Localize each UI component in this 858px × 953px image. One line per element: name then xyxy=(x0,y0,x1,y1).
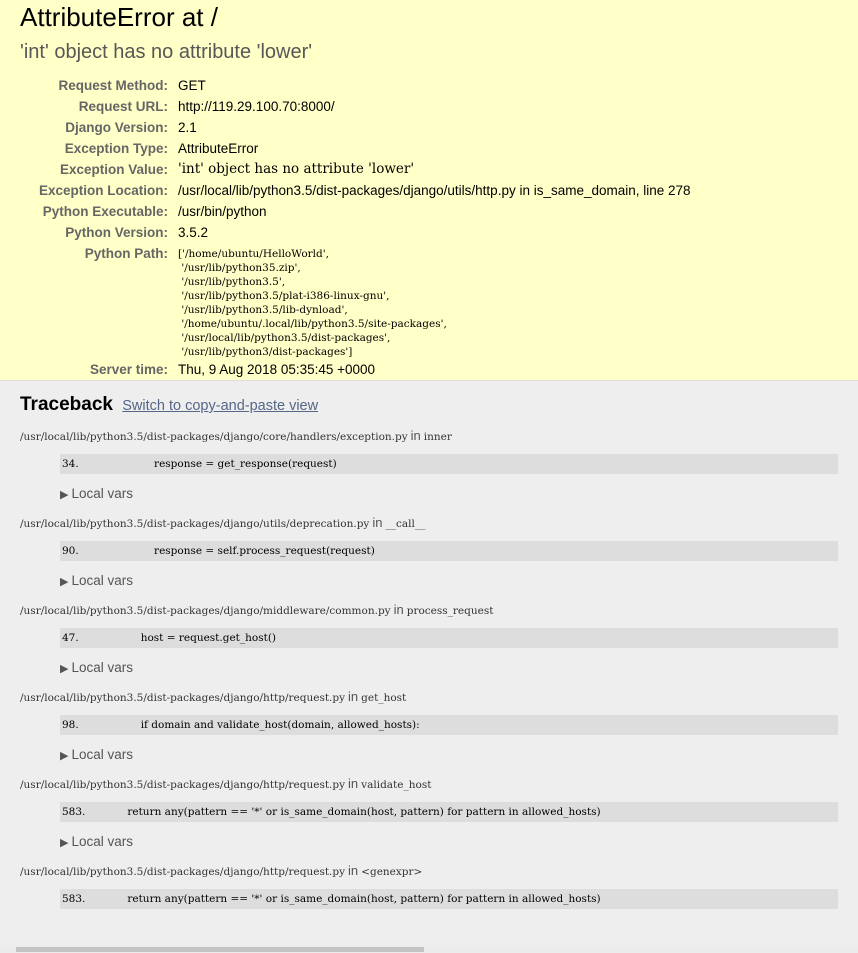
frame-in-word: in xyxy=(348,689,359,704)
meta-value: /usr/bin/python xyxy=(178,204,267,219)
code-line: host = request.get_host() xyxy=(114,632,277,644)
python-path-entry: '/usr/lib/python3.5/lib-dynload', xyxy=(178,304,348,316)
meta-row xyxy=(20,222,691,243)
frame-function: process_request xyxy=(406,605,494,617)
line-number: 47. xyxy=(62,632,79,644)
traceback-section xyxy=(0,381,858,909)
code-line: return any(pattern == '*' or is_same_domain(host, pattern) for pattern in allowed_hosts) xyxy=(114,893,601,905)
frame-filename: /usr/local/lib/python3.5/dist-packages/django/http/request.py xyxy=(20,866,346,878)
meta-row-python-path xyxy=(20,243,691,359)
triangle-right-icon: ▶ xyxy=(60,750,69,762)
meta-value: /usr/local/lib/python3.5/dist-packages/django/utils/http.py in is_same_domain, line 278 xyxy=(178,183,691,198)
meta-label: Django Version: xyxy=(65,120,168,135)
frame-in-word: in xyxy=(348,776,359,791)
frame-function: get_host xyxy=(361,692,407,704)
traceback-frame xyxy=(20,600,838,679)
frame-function: <genexpr> xyxy=(361,866,423,878)
frame-function: inner xyxy=(423,431,452,443)
triangle-right-icon: ▶ xyxy=(60,663,69,675)
line-number: 98. xyxy=(62,719,79,731)
context-line[interactable] xyxy=(60,454,838,474)
traceback-frame xyxy=(20,774,838,853)
context-line[interactable] xyxy=(60,889,838,909)
context-line[interactable] xyxy=(60,541,838,561)
meta-value: GET xyxy=(178,78,206,93)
meta-value: http://119.29.100.70:8000/ xyxy=(178,99,335,114)
triangle-right-icon: ▶ xyxy=(60,837,69,849)
frame-filename: /usr/local/lib/python3.5/dist-packages/django/core/handlers/exception.py xyxy=(20,431,408,443)
meta-value: 'int' object has no attribute 'lower' xyxy=(178,161,415,177)
python-path-entry: '/usr/lib/python3/dist-packages'] xyxy=(178,346,353,358)
frame-in-word: in xyxy=(410,428,421,443)
frame-header xyxy=(20,600,838,620)
frame-header xyxy=(20,513,838,533)
traceback-frame xyxy=(20,426,838,505)
traceback-frame xyxy=(20,687,838,766)
local-vars-label: Local vars xyxy=(71,834,133,849)
python-path-entry: '/usr/local/lib/python3.5/dist-packages', xyxy=(178,332,391,344)
frame-filename: /usr/local/lib/python3.5/dist-packages/django/middleware/common.py xyxy=(20,605,391,617)
local-vars-label: Local vars xyxy=(71,573,133,588)
frame-filename: /usr/local/lib/python3.5/dist-packages/django/utils/deprecation.py xyxy=(20,518,370,530)
traceback-title: Traceback xyxy=(20,394,113,415)
error-message: 'int' object has no attribute 'lower' xyxy=(20,41,313,63)
meta-label: Request URL: xyxy=(78,99,168,114)
meta-row xyxy=(20,159,691,180)
meta-label: Python Executable: xyxy=(42,204,168,219)
frame-filename: /usr/local/lib/python3.5/dist-packages/django/http/request.py xyxy=(20,779,346,791)
python-path-entry: '/usr/lib/python3.5', xyxy=(178,276,286,288)
scrollbar-thumb[interactable] xyxy=(16,947,424,952)
traceback-frame xyxy=(20,861,838,909)
frame-header xyxy=(20,774,838,794)
local-vars-toggle[interactable] xyxy=(60,483,838,505)
python-path-entry: ['/home/ubuntu/HelloWorld', xyxy=(178,248,329,260)
frame-in-word: in xyxy=(348,863,359,878)
traceback-heading xyxy=(20,381,838,418)
line-number: 583. xyxy=(62,893,86,905)
python-path-list xyxy=(178,243,691,359)
traceback-frames xyxy=(20,426,838,909)
meta-value: 2.1 xyxy=(178,120,197,135)
meta-label: Exception Location: xyxy=(38,183,168,198)
local-vars-toggle[interactable] xyxy=(60,570,838,592)
meta-label: Exception Type: xyxy=(64,141,168,156)
meta-label: Server time: xyxy=(89,362,168,377)
context-line[interactable] xyxy=(60,628,838,648)
meta-value: AttributeError xyxy=(178,141,259,156)
switch-view-link[interactable]: Switch to copy-and-paste view xyxy=(122,398,319,414)
error-title: AttributeError at / xyxy=(20,2,218,32)
frame-function: __call__ xyxy=(385,518,426,530)
line-number: 34. xyxy=(62,458,79,470)
line-number: 90. xyxy=(62,545,79,557)
meta-label: Python Version: xyxy=(65,225,168,240)
request-meta-table xyxy=(20,75,691,380)
local-vars-label: Local vars xyxy=(71,486,133,501)
meta-row-server-time xyxy=(20,359,691,380)
local-vars-toggle[interactable] xyxy=(60,657,838,679)
triangle-right-icon: ▶ xyxy=(60,576,69,588)
meta-value: 3.5.2 xyxy=(178,225,209,240)
local-vars-toggle[interactable] xyxy=(60,831,838,853)
python-path-entry: '/usr/lib/python35.zip', xyxy=(178,262,301,274)
frame-filename: /usr/local/lib/python3.5/dist-packages/django/http/request.py xyxy=(20,692,346,704)
local-vars-toggle[interactable] xyxy=(60,744,838,766)
local-vars-label: Local vars xyxy=(71,747,133,762)
code-line: response = self.process_request(request) xyxy=(114,545,375,557)
meta-row xyxy=(20,201,691,222)
python-path-entry: '/usr/lib/python3.5/plat-i386-linux-gnu', xyxy=(178,290,390,302)
python-path-entry: '/home/ubuntu/.local/lib/python3.5/site-packages', xyxy=(178,318,447,330)
meta-row xyxy=(20,117,691,138)
frame-function: validate_host xyxy=(361,779,432,791)
traceback-frame xyxy=(20,513,838,592)
triangle-right-icon: ▶ xyxy=(60,489,69,501)
line-number: 583. xyxy=(62,806,86,818)
meta-row xyxy=(20,75,691,96)
context-line[interactable] xyxy=(60,802,838,822)
frame-in-word: in xyxy=(372,515,383,530)
meta-label: Request Method: xyxy=(58,78,168,93)
horizontal-scrollbar[interactable] xyxy=(0,946,858,953)
code-line: response = get_response(request) xyxy=(114,458,337,470)
code-line: return any(pattern == '*' or is_same_domain(host, pattern) for pattern in allowed_hosts) xyxy=(114,806,601,818)
local-vars-label: Local vars xyxy=(71,660,133,675)
code-line: if domain and validate_host(domain, allowed_hosts): xyxy=(114,719,420,731)
meta-row xyxy=(20,180,691,201)
meta-row xyxy=(20,138,691,159)
frame-in-word: in xyxy=(393,602,404,617)
meta-row xyxy=(20,96,691,117)
frame-header xyxy=(20,861,838,881)
meta-label: Exception Value: xyxy=(59,162,168,177)
meta-label: Python Path: xyxy=(84,246,168,261)
error-summary xyxy=(0,0,858,381)
meta-value: Thu, 9 Aug 2018 05:35:45 +0000 xyxy=(178,362,376,377)
frame-header xyxy=(20,426,838,446)
context-line[interactable] xyxy=(60,715,838,735)
frame-header xyxy=(20,687,838,707)
